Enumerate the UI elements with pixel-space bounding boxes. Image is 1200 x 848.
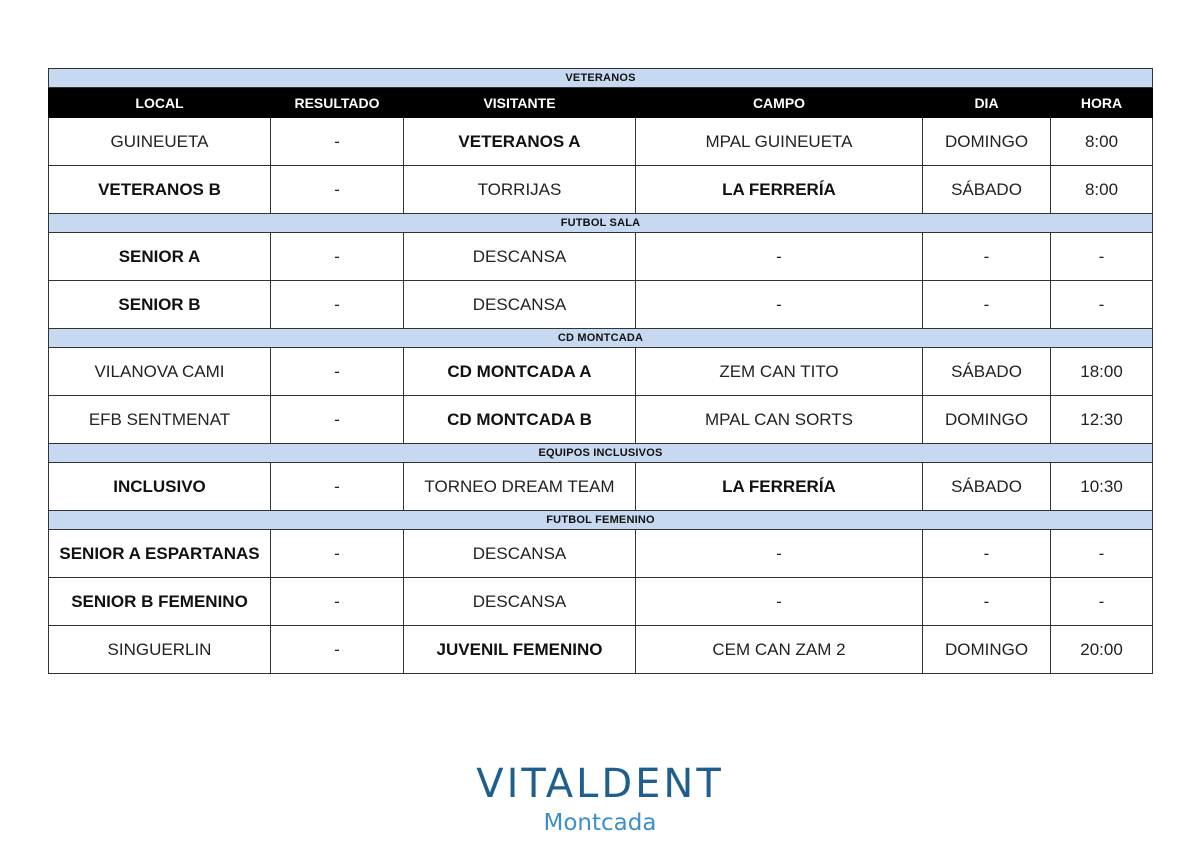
- logo-subtitle: Montcada: [543, 810, 657, 836]
- logo-wordmark: VITALDENT: [476, 761, 724, 807]
- day-cell: DOMINGO: [923, 626, 1051, 674]
- match-row: [49, 166, 1153, 214]
- column-header: DIA: [923, 88, 1051, 118]
- day-cell: DOMINGO: [923, 396, 1051, 444]
- column-header-row: [49, 88, 1153, 118]
- section-title: EQUIPOS INCLUSIVOS: [49, 444, 1153, 463]
- sponsor-logo: [0, 762, 1200, 838]
- match-row: [49, 348, 1153, 396]
- match-row: [49, 578, 1153, 626]
- result-cell: -: [271, 348, 404, 396]
- visitor-team-cell: TORNEO DREAM TEAM: [404, 463, 636, 511]
- schedule-table: [48, 68, 1153, 674]
- time-cell: -: [1051, 578, 1153, 626]
- result-cell: -: [271, 530, 404, 578]
- day-cell: -: [923, 578, 1051, 626]
- match-row: [49, 396, 1153, 444]
- field-cell: -: [636, 281, 923, 329]
- result-cell: -: [271, 281, 404, 329]
- field-cell: MPAL GUINEUETA: [636, 118, 923, 166]
- section-header-row: [49, 444, 1153, 463]
- result-cell: -: [271, 118, 404, 166]
- section-header-row: [49, 511, 1153, 530]
- visitor-team-cell: JUVENIL FEMENINO: [404, 626, 636, 674]
- column-header: CAMPO: [636, 88, 923, 118]
- visitor-team-cell: TORRIJAS: [404, 166, 636, 214]
- visitor-team-cell: DESCANSA: [404, 530, 636, 578]
- field-cell: -: [636, 530, 923, 578]
- column-header: VISITANTE: [404, 88, 636, 118]
- schedule-body: [49, 69, 1153, 674]
- local-team-cell: SENIOR B: [49, 281, 271, 329]
- match-row: [49, 233, 1153, 281]
- field-cell: LA FERRERÍA: [636, 166, 923, 214]
- match-row: [49, 626, 1153, 674]
- visitor-team-cell: DESCANSA: [404, 578, 636, 626]
- section-title: FUTBOL SALA: [49, 214, 1153, 233]
- result-cell: -: [271, 396, 404, 444]
- field-cell: ZEM CAN TITO: [636, 348, 923, 396]
- time-cell: 8:00: [1051, 118, 1153, 166]
- local-team-cell: SENIOR A ESPARTANAS: [49, 530, 271, 578]
- match-row: [49, 118, 1153, 166]
- visitor-team-cell: VETERANOS A: [404, 118, 636, 166]
- time-cell: -: [1051, 530, 1153, 578]
- local-team-cell: SINGUERLIN: [49, 626, 271, 674]
- section-title: FUTBOL FEMENINO: [49, 511, 1153, 530]
- section-header-row: [49, 329, 1153, 348]
- match-row: [49, 530, 1153, 578]
- match-row: [49, 463, 1153, 511]
- result-cell: -: [271, 578, 404, 626]
- local-team-cell: INCLUSIVO: [49, 463, 271, 511]
- local-team-cell: VETERANOS B: [49, 166, 271, 214]
- time-cell: 18:00: [1051, 348, 1153, 396]
- visitor-team-cell: CD MONTCADA A: [404, 348, 636, 396]
- field-cell: MPAL CAN SORTS: [636, 396, 923, 444]
- time-cell: 12:30: [1051, 396, 1153, 444]
- local-team-cell: EFB SENTMENAT: [49, 396, 271, 444]
- time-cell: 8:00: [1051, 166, 1153, 214]
- local-team-cell: GUINEUETA: [49, 118, 271, 166]
- day-cell: SÁBADO: [923, 166, 1051, 214]
- day-cell: SÁBADO: [923, 348, 1051, 396]
- match-row: [49, 281, 1153, 329]
- day-cell: -: [923, 530, 1051, 578]
- day-cell: -: [923, 281, 1051, 329]
- time-cell: -: [1051, 281, 1153, 329]
- field-cell: -: [636, 233, 923, 281]
- result-cell: -: [271, 233, 404, 281]
- section-header-row: [49, 69, 1153, 88]
- field-cell: -: [636, 578, 923, 626]
- visitor-team-cell: DESCANSA: [404, 233, 636, 281]
- column-header: RESULTADO: [271, 88, 404, 118]
- section-header-row: [49, 214, 1153, 233]
- time-cell: -: [1051, 233, 1153, 281]
- column-header: HORA: [1051, 88, 1153, 118]
- time-cell: 10:30: [1051, 463, 1153, 511]
- day-cell: -: [923, 233, 1051, 281]
- local-team-cell: SENIOR A: [49, 233, 271, 281]
- result-cell: -: [271, 626, 404, 674]
- local-team-cell: SENIOR B FEMENINO: [49, 578, 271, 626]
- day-cell: SÁBADO: [923, 463, 1051, 511]
- local-team-cell: VILANOVA CAMI: [49, 348, 271, 396]
- result-cell: -: [271, 166, 404, 214]
- section-title: VETERANOS: [49, 69, 1153, 88]
- day-cell: DOMINGO: [923, 118, 1051, 166]
- column-header: LOCAL: [49, 88, 271, 118]
- result-cell: -: [271, 463, 404, 511]
- visitor-team-cell: CD MONTCADA B: [404, 396, 636, 444]
- time-cell: 20:00: [1051, 626, 1153, 674]
- field-cell: CEM CAN ZAM 2: [636, 626, 923, 674]
- visitor-team-cell: DESCANSA: [404, 281, 636, 329]
- section-title: CD MONTCADA: [49, 329, 1153, 348]
- field-cell: LA FERRERÍA: [636, 463, 923, 511]
